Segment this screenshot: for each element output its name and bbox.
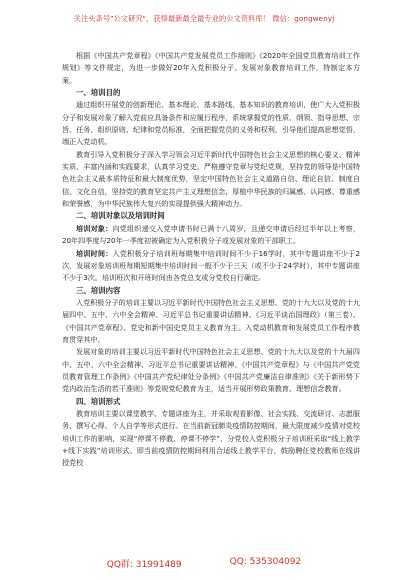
training-time-text: 入党积极分子培训班每期集中培训时间不少于16学时，其中专题讲座不少于2次，发展对象培训班每期短期集中培训时间一般不少于三天（或不少于24学时），其中专题讲座不少于3次。培训班次和开班时间由各党总支或分党校自行确定。 — [62, 248, 361, 283]
section-1-paragraph-2: 教育引导入党积极分子深入学习领会习近平新时代中国特色社会主义思想的核心要义、精神实质、丰富内涵和实践要求，认真学习党史，严格遵守党章与党纪党规，坚持党的领导是中国特色社会主义最本质特征和最大制度优势，坚定中国特色社会主义道路自信、理论自信、制度自信、文化自信，坚持党的教育坚定共产主义理想信念，厚植中华民族的归属感、认同感、尊重感和荣誉感，为中华民族伟大复兴的实现提供强大精神动力。 — [62, 149, 360, 209]
training-target-lead: 培训对象： — [76, 223, 113, 233]
section-2-paragraph-1 — [62, 223, 360, 248]
section-3-title: 三、培训内容 — [76, 285, 121, 295]
section-1-paragraph-1: 通过组织开展党的创新理论、基本理论、基本路线、基本知识的教育培训，使广大入党积极分子和发展对象了解入党前应具备条件和应履行程序，系统掌握党的性质、纲领、指导思想、宗旨、任务、组织原则、纪律和党员标准，全面把握党员的义务和权利，引导他们提高思想觉悟，端正入党动机。 — [62, 100, 360, 147]
header-notice: 关注头条号"公文研究"，获得最新最全最专业的公文资料库！ 微信：gongwenyj — [73, 14, 335, 23]
section-2-paragraph-2 — [62, 248, 360, 285]
section-3-paragraph-2: 发展对象的培训主要以习近平新时代中国特色社会主义思想、党的十九大以及党的十九届四中、五中、六中全会精神、习近平总书记重要讲话精神、《中国共产党章程》与《中国共产党党员教育管理工作条例》《中国共产党纪律处分条例》《中国共产党廉洁自律准则》《关于新形势下党内政治生活的若干准则》等党规党纪教育为主，适当开展形势政策教育、理想信念教育。 — [62, 347, 360, 394]
training-target-text: 向党组织递交入党申请书时已满十八周岁，且递交申请后经过半年以上考察，20年四季度与20年一季度初被确定为入党积极分子或发展对象的干部职工。 — [62, 223, 360, 246]
section-4-title: 四、培训形式 — [76, 396, 121, 406]
footer-qq-group: QQ群: 31991489 — [106, 560, 182, 570]
document-body — [62, 50, 360, 470]
footer — [0, 557, 408, 570]
section-2-title: 二、培训对象以及培训时间 — [76, 211, 165, 221]
section-3-paragraph-1: 入党积极分子的培训主要以习近平新时代中国特色社会主义思想、党的十九大以及党的十九届四中、五中、六中全会精神、习近平总书记重要讲话精神、《习近平谈治国理政》（第三卷）、《中国共产党章程》、党史和新中国史党员主义教育为主。入党动机教育和发展党员工作程序教育贯穿其中。 — [62, 297, 360, 344]
footer-qq: QQ: 535304092 — [229, 557, 302, 567]
section-4-paragraph-1: 教育培训主要以课堂教学、专题讲座为主，并采取观看影像、社会实践、交流研讨、志愿服务、撰写心得、个人自学等形式进行。在当前新冠肺炎疫情防控期间，最大限度减少疫情对党校培训工作的影响，实现“停课不停教、停课不停学”，分党校入党积极分子培训班采取“线上教学+线下实践”培训形式。即当前疫情防控期间利用合适线上教学平台，鼓励聘任党校教师在线讲授党校 — [62, 408, 360, 468]
intro-paragraph: 根据《中国共产党章程》《中国共产党发展党员工作细则》《2020年全国党员教育培训工作规划》等文件规定，为进一步做好20年入党积极分子、发展对象教育培训工作，特制定本方案。 — [62, 51, 360, 85]
training-time-lead: 培训时间： — [76, 248, 113, 258]
section-1-title: 一、培训目的 — [76, 88, 121, 98]
